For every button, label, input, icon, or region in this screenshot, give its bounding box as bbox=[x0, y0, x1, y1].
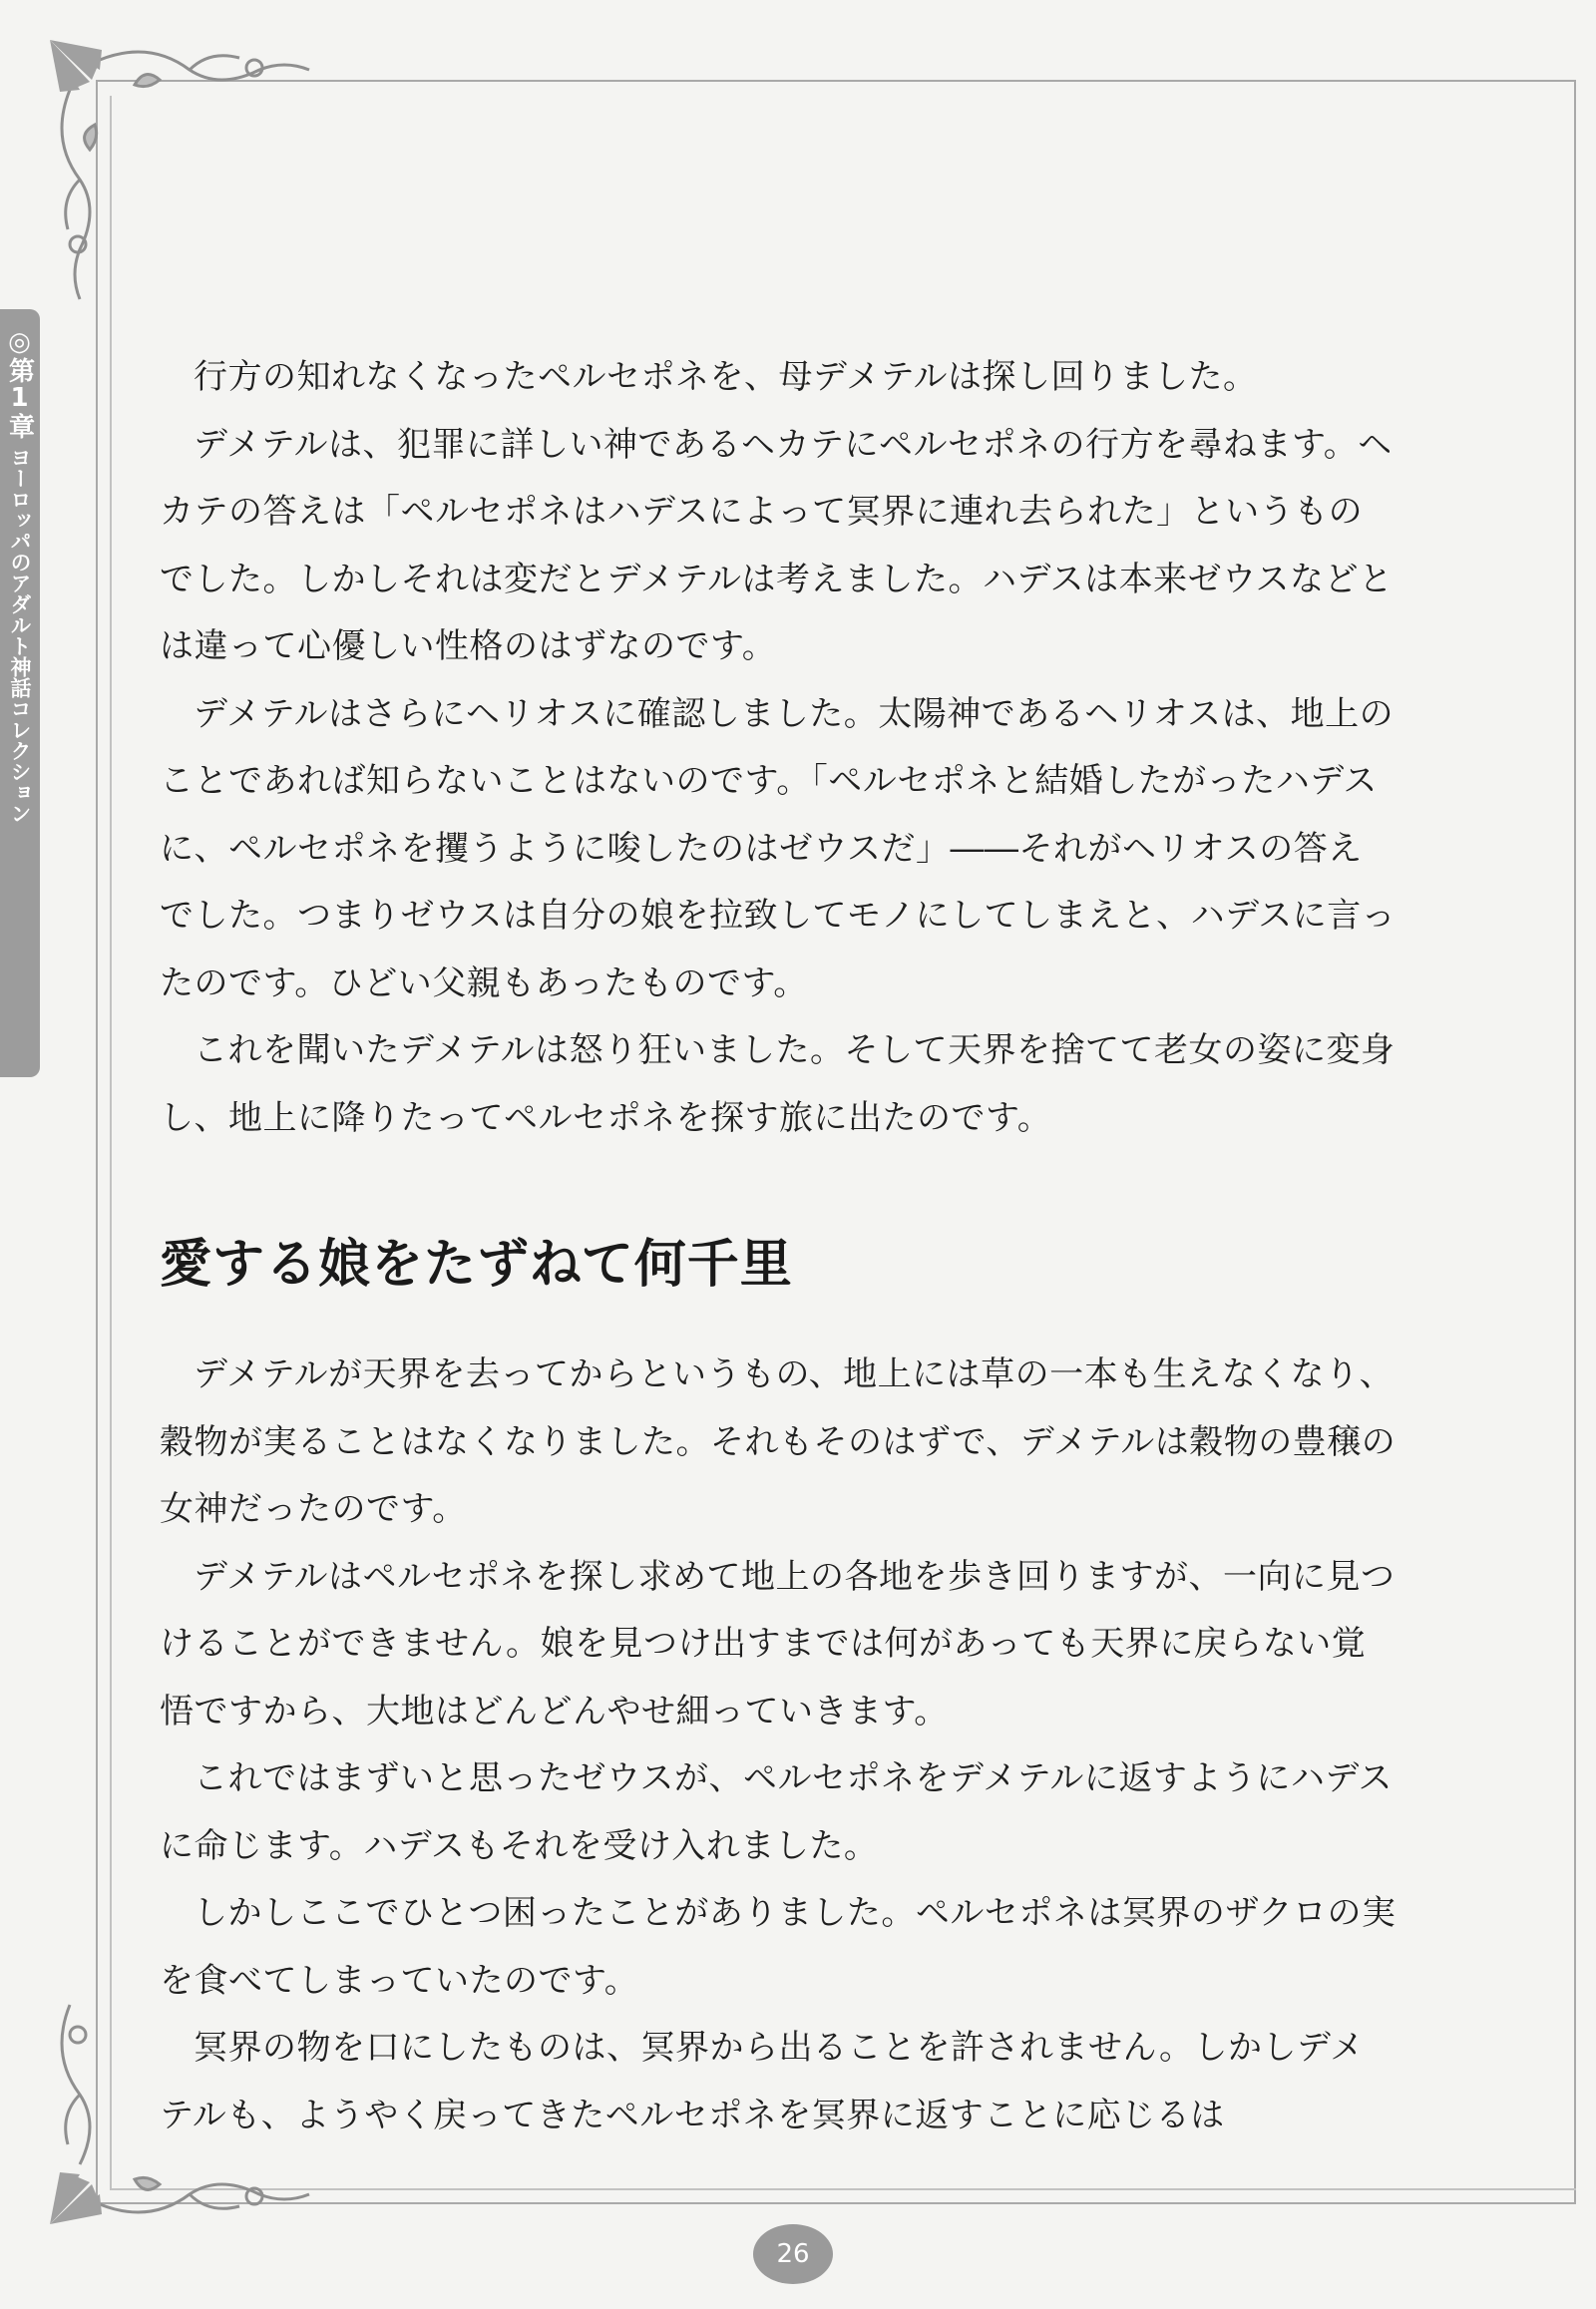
section-heading: 愛する娘をたずねて何千里 bbox=[160, 1235, 793, 1295]
paragraph: しかしここでひとつ困ったことがありました。ペルセポネは冥界のザクロの実を食べてしまっていたのです。 bbox=[160, 1893, 1396, 2001]
paragraph: これを聞いたデメテルは怒り狂いました。そして天界を捨てて老女の姿に変身し、地上に降りたってペルセポネを探す旅に出たのです。 bbox=[160, 1030, 1396, 1138]
paragraph: デメテルは、犯罪に詳しい神であるヘカテにペルセポネの行方を尋ねます。ヘカテの答えは「ペルセポネはハデスによって冥界に連れ去られた」というものでした。しかしそれは変だとデメテルは考えました。ハデスは本来ゼウスなどとは違って心優しい性格のはずなのです。 bbox=[160, 424, 1394, 666]
page-number: 26 bbox=[753, 2224, 833, 2284]
chapter-number: ◎第1章 bbox=[4, 327, 35, 439]
section-1-body bbox=[160, 344, 1396, 1152]
paragraph: 行方の知れなくなったペルセポネを、母デメテルは探し回りました。 bbox=[194, 357, 1258, 397]
section-2-body bbox=[160, 1342, 1396, 2149]
chapter-title: ヨーロッパのアダルト神話コレクション bbox=[8, 447, 32, 824]
paragraph: デメテルはさらにヘリオスに確認しました。太陽神であるヘリオスは、地上のことであれば知らないことはないのです。「ペルセポネと結婚したがったハデスに、ペルセポネを攫うように唆したのはゼウスだ」――それがヘリオスの答えでした。つまりゼウスは自分の娘を拉致してモノにしてしまえと、ハデスに言ったのです。ひどい父親もあったものです。 bbox=[160, 693, 1396, 1003]
paragraph: 冥界の物を口にしたものは、冥界から出ることを許されません。しかしデメテルも、ようやく戻ってきたペルセポネを冥界に返すことに応じるは bbox=[160, 2028, 1365, 2135]
paragraph: これではまずいと思ったゼウスが、ペルセポネをデメテルに返すようにハデスに命じます。ハデスもそれを受け入れました。 bbox=[160, 1758, 1394, 1866]
paragraph: デメテルが天界を去ってからというもの、地上には草の一本も生えなくなり、穀物が実ることはなくなりました。それもそのはずで、デメテルは穀物の豊穣の女神だったのです。 bbox=[160, 1354, 1396, 1529]
paragraph: デメテルはペルセポネを探し求めて地上の各地を歩き回りますが、一向に見つけることができません。娘を見つけ出すまでは何があっても天界に戻らない覚悟ですから、大地はどんどんやせ細っていきます。 bbox=[160, 1556, 1396, 1732]
flourish-top-left-ornament bbox=[40, 30, 319, 319]
chapter-side-tab bbox=[0, 309, 40, 1077]
